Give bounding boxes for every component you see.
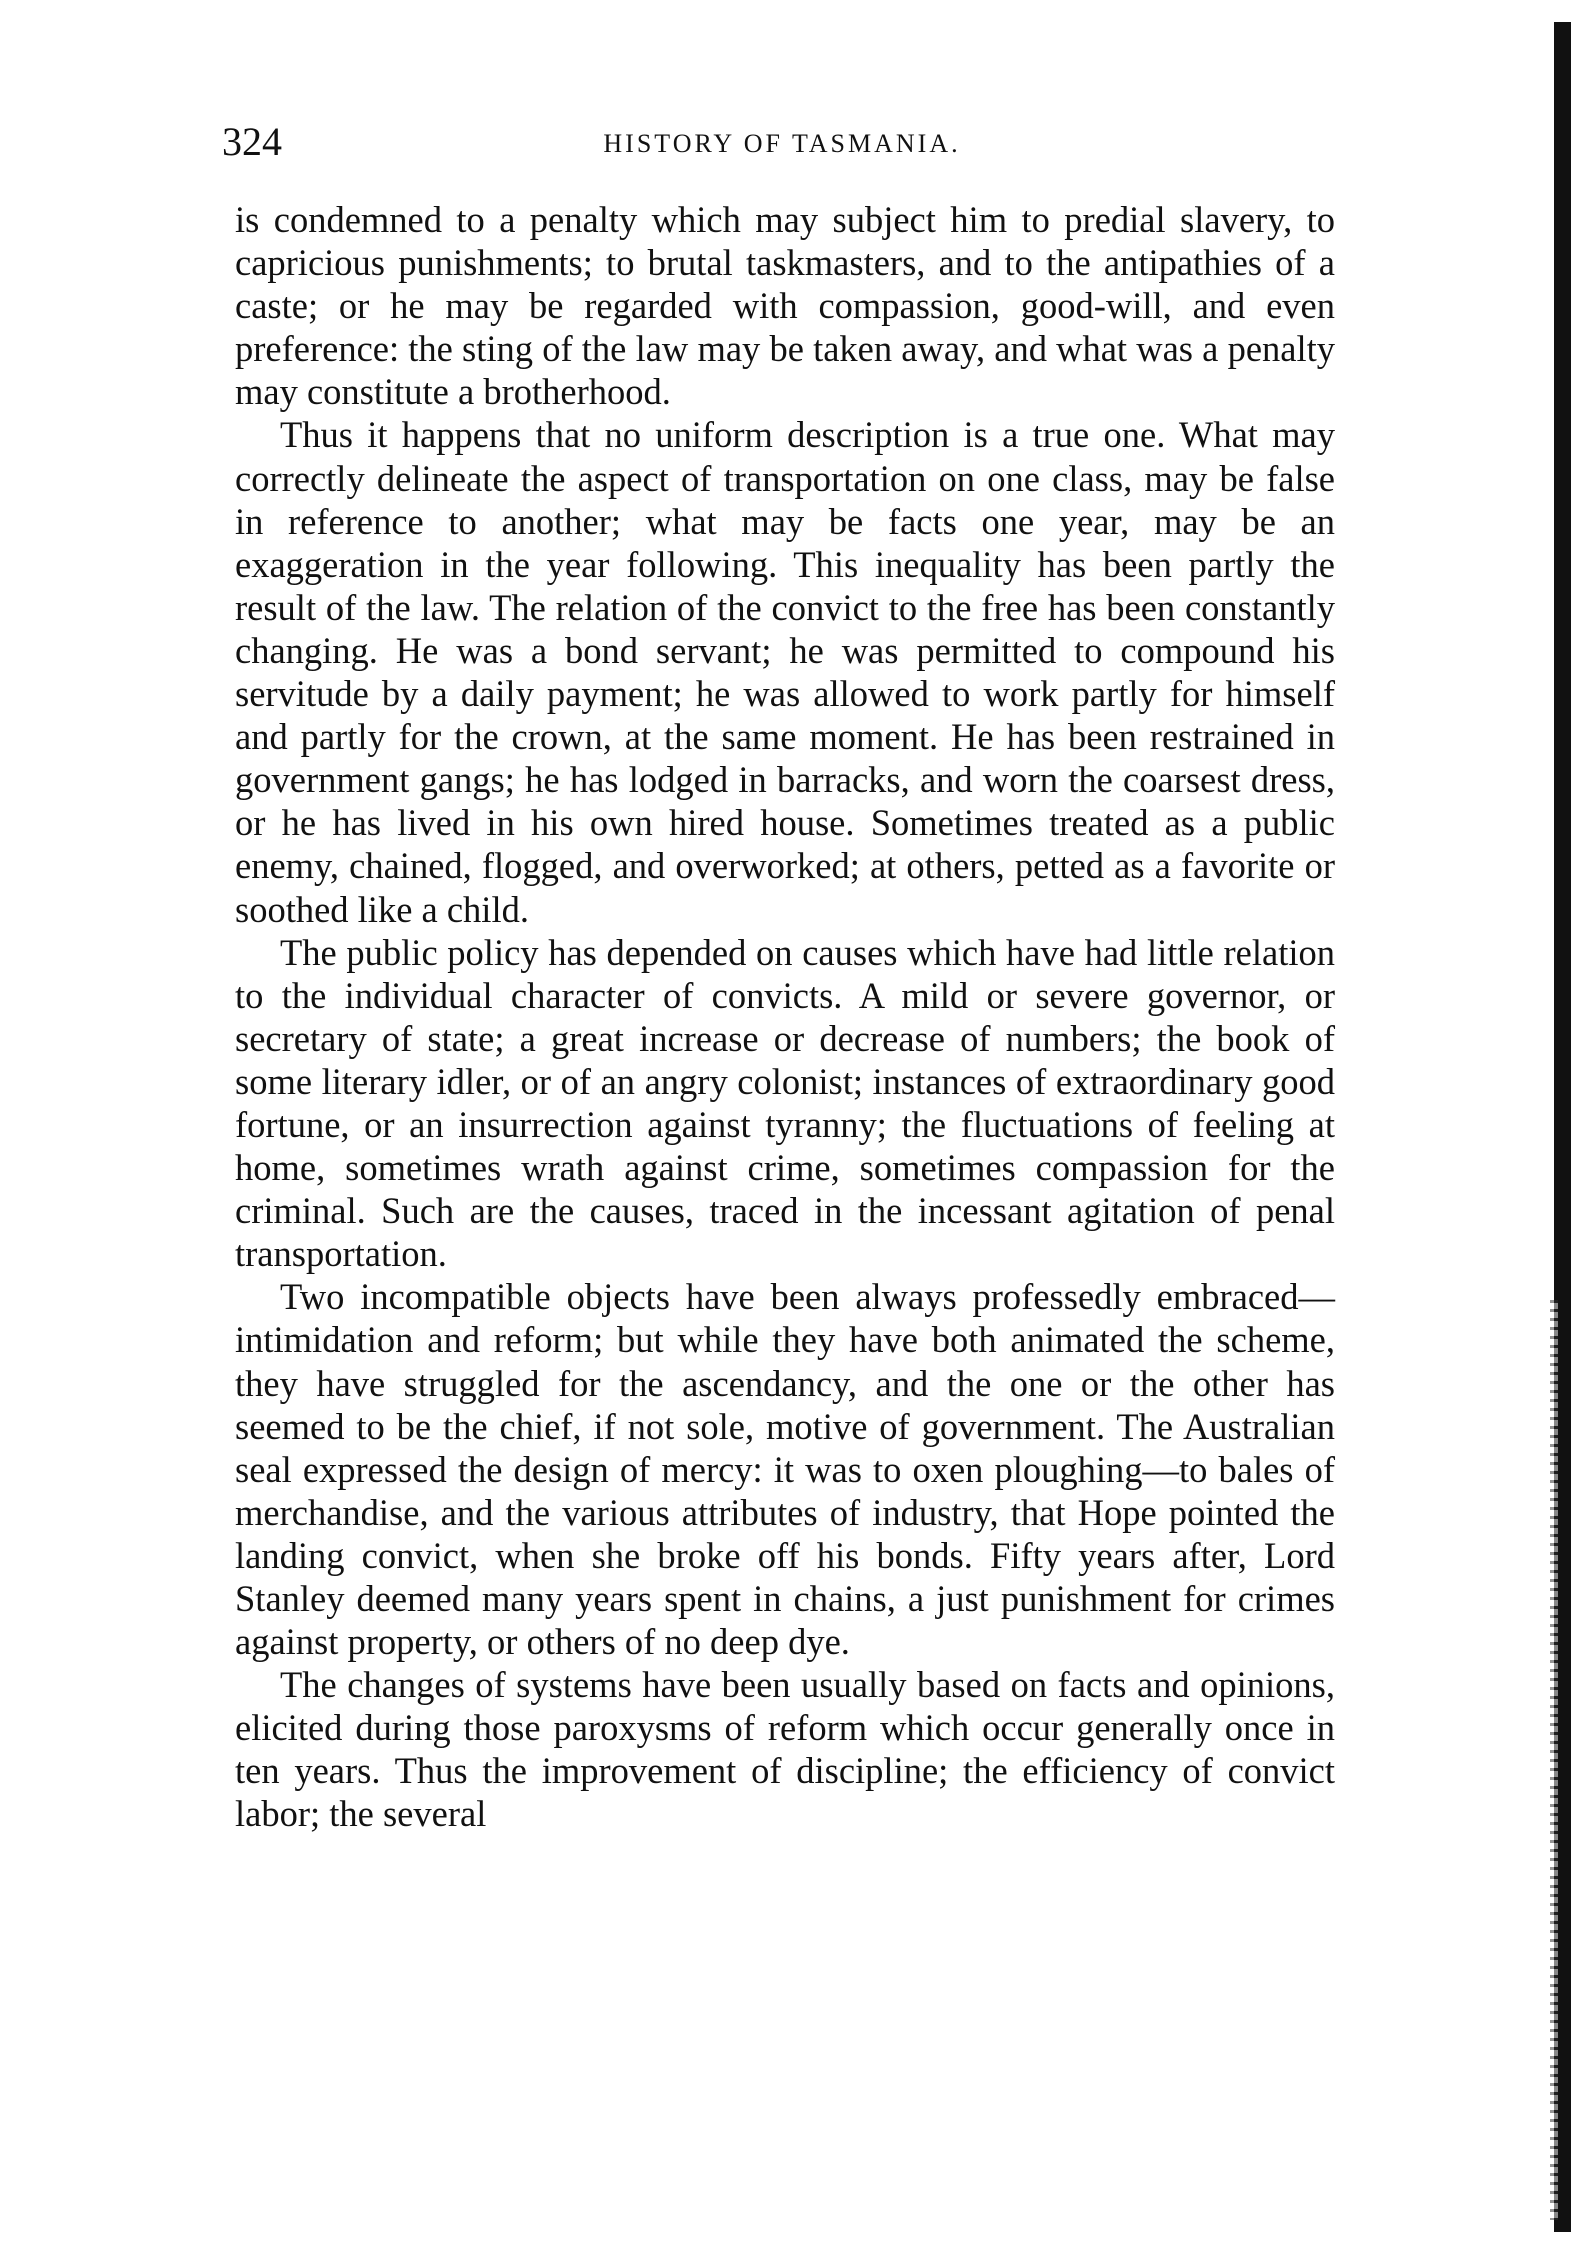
- paragraph-2: Thus it happens that no uniform description is a true one. What may correctly delineate the aspect of transportation on one class, may be false in reference to another; what may be facts one year, may be an exaggeration in the year following. This inequality has been partly the result of the law. The relation of the convict to the free has been constantly changing. He was a bond servant; he was permitted to compound his servitude by a daily payment; he was allowed to work partly for himself and partly for the crown, at the same moment. He has been restrained in government gangs; he has lodged in barracks, and worn the coarsest dress, or he has lived in his own hired house. Sometimes treated as a public enemy, chained, flogged, and overworked; at others, petted as a favorite or soothed like a child.: [235, 414, 1335, 930]
- page-number: 324: [222, 119, 282, 164]
- page-edge-fray: [1550, 1300, 1558, 2220]
- paragraph-1: is condemned to a penalty which may subject him to predial slavery, to capricious punishments; to brutal taskmasters, and to the antipathies of a caste; or he may be regarded with compassion, good-will, and even preference: the sting of the law may be taken away, and what was a penalty may constitute a brotherhood.: [235, 199, 1335, 413]
- paragraph-3: The public policy has depended on causes which have had little relation to the individual character of convicts. A mild or severe governor, or secretary of state; a great increase or decrease of numbers; the book of some literary idler, or of an angry colonist; instances of extraordinary good fortune, or an insurrection against tyranny; the fluctuations of feeling at home, sometimes wrath against crime, sometimes compassion for the criminal. Such are the causes, traced in the incessant agitation of penal transportation.: [235, 931, 1335, 1275]
- paragraph-5: The changes of systems have been usually based on facts and opinions, elicited during those paroxysms of reform which occur generally once in ten years. Thus the improvement of discipline; the efficiency of convict labor; the several: [235, 1664, 1335, 1835]
- page-header: [222, 112, 1342, 172]
- paragraph-4: Two incompatible objects have been always professedly embraced—intimidation and reform; but while they have both animated the scheme, they have struggled for the ascendancy, and the one or the other has seemed to be the chief, if not sole, motive of government. The Australian seal expressed the design of mercy: it was to oxen ploughing—to bales of merchandise, and the various attributes of industry, that Hope pointed the landing convict, when she broke off his bonds. Fifty years after, Lord Stanley deemed many years spent in chains, a just punishment for crimes against property, or others of no deep dye.: [235, 1276, 1335, 1663]
- running-title: HISTORY OF TASMANIA.: [603, 129, 961, 158]
- body-text: [235, 198, 1335, 1836]
